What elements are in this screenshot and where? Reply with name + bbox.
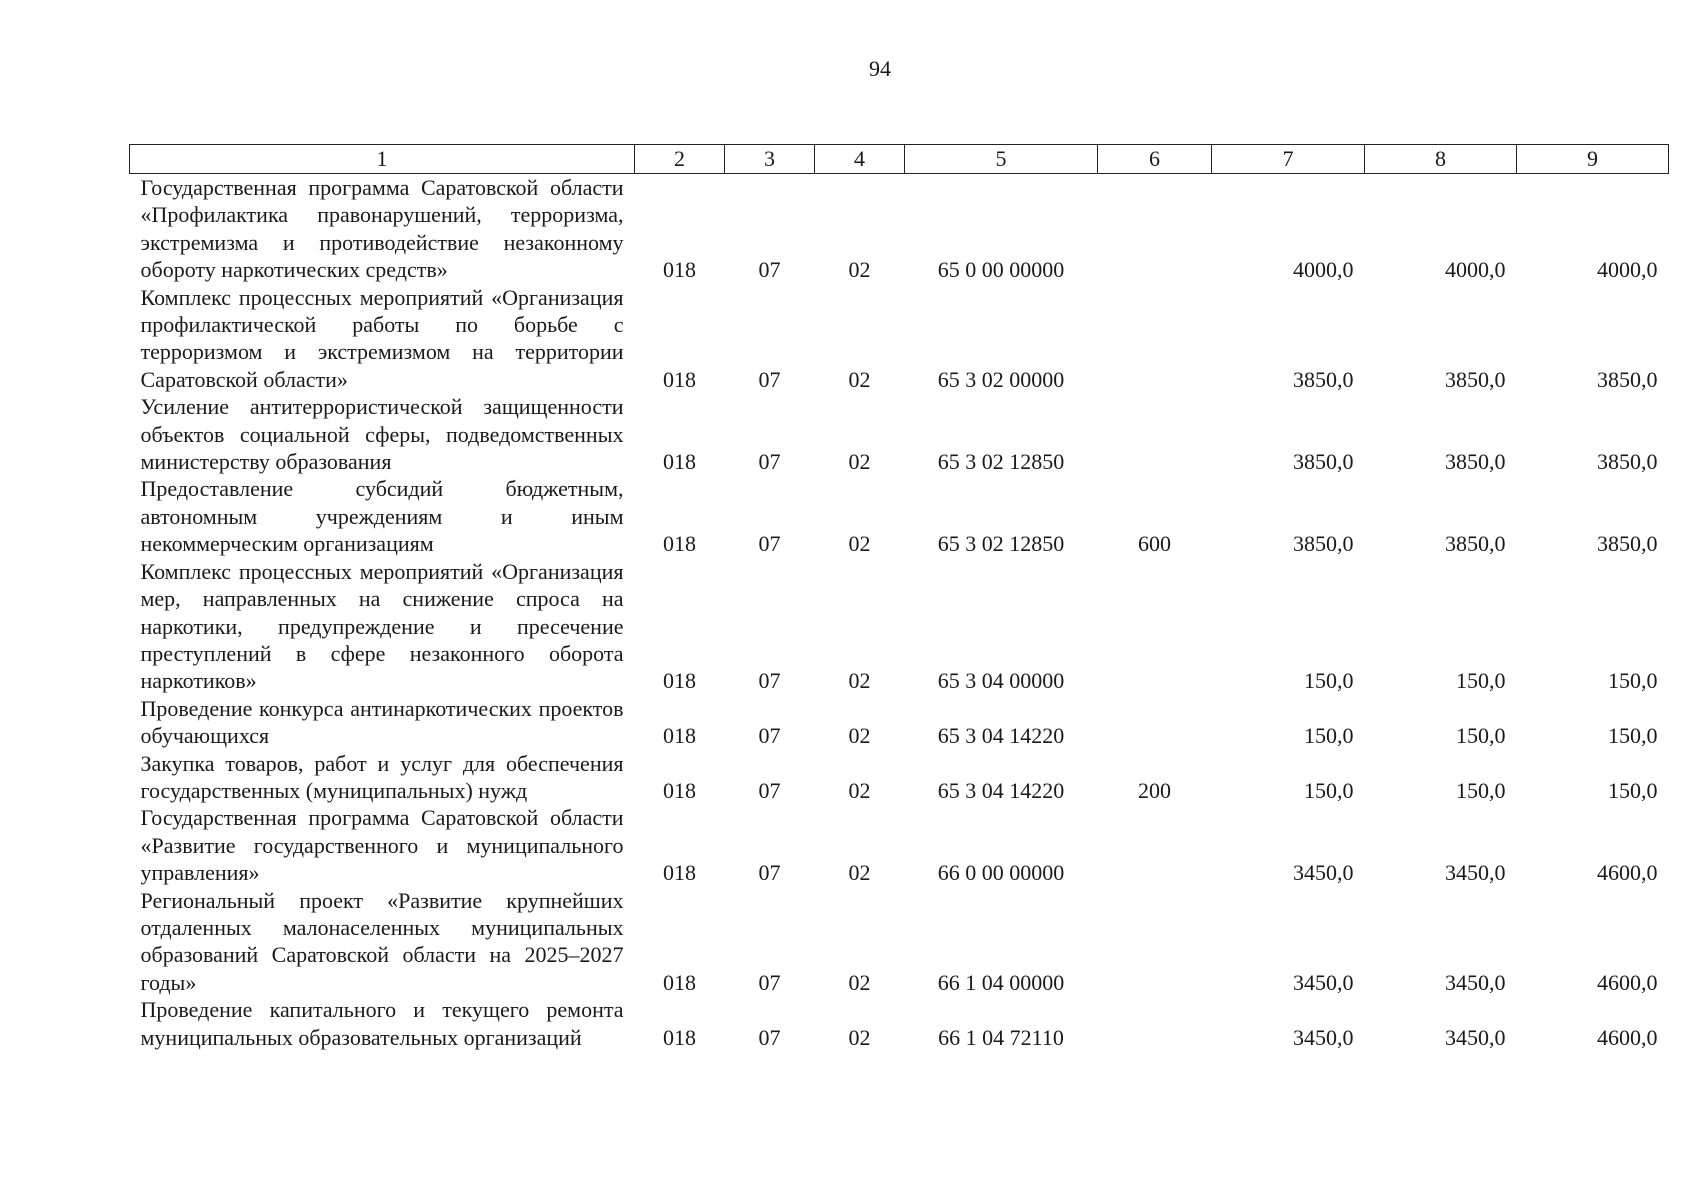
row-amount-col-7: 150,0 <box>1304 668 1354 694</box>
table-body <box>130 174 1669 1052</box>
row-ministry-code: 018 <box>663 531 696 557</box>
row-name: Комплекс процессных мероприятий «Организация профилактической работы по борьбе с терроризмом и экстремизмом на территории Саратовской области» <box>140 284 624 392</box>
budget-table <box>129 144 1669 1051</box>
row-amount-col-9: 150,0 <box>1608 668 1658 694</box>
row-subsection-code: 02 <box>848 531 871 557</box>
row-section-code: 07 <box>758 531 781 557</box>
row-target-article-code: 65 3 02 12850 <box>937 449 1065 475</box>
row-amount-col-8: 3450,0 <box>1445 1024 1506 1050</box>
row-amount-col-8: 3850,0 <box>1445 531 1506 557</box>
row-name: Проведение капитального и текущего ремонта муниципальных образовательных организаций <box>140 997 624 1050</box>
row-section-code: 07 <box>758 723 781 749</box>
row-ministry-code: 018 <box>663 723 696 749</box>
row-target-article-code: 66 1 04 72110 <box>938 1024 1064 1050</box>
header-col-6: 6 <box>1098 145 1212 174</box>
row-amount-col-7: 3450,0 <box>1293 1024 1354 1050</box>
row-amount-col-9: 4600,0 <box>1597 860 1658 886</box>
row-ministry-code: 018 <box>663 449 696 475</box>
row-name: Государственная программа Саратовской области «Профилактика правонарушений, терроризма, экстремизма и противодействие незаконному обороту наркотических средств» <box>140 175 624 283</box>
row-amount-col-8: 3850,0 <box>1445 449 1506 475</box>
table-header <box>130 145 1669 174</box>
row-target-article-code: 65 3 02 12850 <box>937 531 1065 557</box>
row-amount-col-9: 4000,0 <box>1597 257 1658 283</box>
row-subsection-code: 02 <box>848 723 871 749</box>
row-target-article-code: 66 1 04 00000 <box>937 969 1065 995</box>
row-amount-col-7: 3450,0 <box>1293 860 1354 886</box>
row-amount-col-9: 150,0 <box>1608 723 1658 749</box>
row-target-article-code: 65 3 02 00000 <box>937 366 1065 392</box>
row-name: Предоставление субсидий бюджетным, автономным учреждениям и иным некоммерческим организациям <box>140 476 624 557</box>
table-row <box>130 804 1669 886</box>
row-ministry-code: 018 <box>663 860 696 886</box>
row-expense-type-code <box>1098 887 1212 997</box>
row-subsection-code: 02 <box>848 668 871 694</box>
row-subsection-code: 02 <box>848 969 871 995</box>
row-amount-col-7: 150,0 <box>1304 777 1354 803</box>
row-amount-col-7: 3850,0 <box>1293 531 1354 557</box>
row-amount-col-9: 3850,0 <box>1597 366 1658 392</box>
row-amount-col-7: 3450,0 <box>1293 969 1354 995</box>
row-section-code: 07 <box>758 366 781 392</box>
row-amount-col-7: 3850,0 <box>1293 449 1354 475</box>
row-amount-col-9: 3850,0 <box>1597 531 1658 557</box>
row-expense-type-code <box>1098 996 1212 1051</box>
row-section-code: 07 <box>758 777 781 803</box>
header-col-4: 4 <box>815 145 905 174</box>
row-name: Проведение конкурса антинаркотических проектов обучающихся <box>140 695 624 749</box>
row-name: Государственная программа Саратовской области «Развитие государственного и муниципального управления» <box>140 805 624 886</box>
row-amount-col-7: 150,0 <box>1304 723 1354 749</box>
row-section-code: 07 <box>758 449 781 475</box>
row-target-article-code: 65 3 04 14220 <box>937 723 1065 749</box>
header-col-7: 7 <box>1212 145 1365 174</box>
table-row <box>130 284 1669 394</box>
header-col-3: 3 <box>725 145 815 174</box>
row-target-article-code: 65 0 00 00000 <box>937 257 1065 283</box>
page-number: 94 <box>869 56 891 81</box>
table-row <box>130 558 1669 695</box>
row-subsection-code: 02 <box>848 366 871 392</box>
row-expense-type-code <box>1098 558 1212 695</box>
row-ministry-code: 018 <box>663 668 696 694</box>
row-amount-col-9: 3850,0 <box>1597 449 1658 475</box>
row-subsection-code: 02 <box>848 777 871 803</box>
table-row <box>130 887 1669 997</box>
header-col-5: 5 <box>905 145 1098 174</box>
row-expense-type-code <box>1098 695 1212 750</box>
row-subsection-code: 02 <box>848 1024 871 1050</box>
row-name: Закупка товаров, работ и услуг для обеспечения государственных (муниципальных) нужд <box>140 750 624 803</box>
row-name: Усиление антитеррористической защищенности объектов социальной сферы, подведомственных министерству образования <box>140 394 624 475</box>
row-amount-col-8: 3850,0 <box>1445 366 1506 392</box>
row-amount-col-8: 4000,0 <box>1445 257 1506 283</box>
row-amount-col-9: 150,0 <box>1608 777 1658 803</box>
row-ministry-code: 018 <box>663 257 696 283</box>
row-section-code: 07 <box>758 860 781 886</box>
header-row <box>130 145 1669 174</box>
row-name: Комплекс процессных мероприятий «Организация мер, направленных на снижение спроса на наркотики, предупреждение и пресечение преступлений в сфере незаконного оборота наркотиков» <box>140 558 624 694</box>
table-row <box>130 750 1669 805</box>
row-ministry-code: 018 <box>663 1024 696 1050</box>
row-name: Региональный проект «Развитие крупнейших отдаленных малонаселенных муниципальных образований Саратовской области на 2025–2027 годы» <box>140 887 624 995</box>
row-expense-type-code: 600 <box>1138 531 1171 557</box>
row-expense-type-code <box>1098 284 1212 394</box>
row-expense-type-code <box>1098 804 1212 886</box>
row-expense-type-code: 200 <box>1138 777 1171 803</box>
row-section-code: 07 <box>758 668 781 694</box>
header-col-8: 8 <box>1365 145 1517 174</box>
table-row <box>130 475 1669 557</box>
header-col-9: 9 <box>1517 145 1669 174</box>
row-subsection-code: 02 <box>848 449 871 475</box>
table-row <box>130 996 1669 1051</box>
row-ministry-code: 018 <box>663 366 696 392</box>
row-amount-col-7: 3850,0 <box>1293 366 1354 392</box>
row-amount-col-8: 150,0 <box>1456 668 1506 694</box>
header-col-2: 2 <box>635 145 725 174</box>
row-target-article-code: 66 0 00 00000 <box>937 860 1065 886</box>
row-section-code: 07 <box>758 1024 781 1050</box>
table-row <box>130 393 1669 475</box>
row-amount-col-7: 4000,0 <box>1293 257 1354 283</box>
row-ministry-code: 018 <box>663 969 696 995</box>
row-ministry-code: 018 <box>663 777 696 803</box>
row-section-code: 07 <box>758 257 781 283</box>
row-amount-col-8: 150,0 <box>1456 777 1506 803</box>
table-row <box>130 695 1669 750</box>
row-expense-type-code <box>1098 393 1212 475</box>
table-row <box>130 174 1669 284</box>
row-expense-type-code <box>1098 174 1212 284</box>
row-amount-col-8: 3450,0 <box>1445 969 1506 995</box>
row-section-code: 07 <box>758 969 781 995</box>
row-amount-col-8: 150,0 <box>1456 723 1506 749</box>
row-subsection-code: 02 <box>848 860 871 886</box>
row-target-article-code: 65 3 04 00000 <box>937 668 1065 694</box>
row-amount-col-9: 4600,0 <box>1597 969 1658 995</box>
row-subsection-code: 02 <box>848 257 871 283</box>
row-amount-col-8: 3450,0 <box>1445 860 1506 886</box>
row-amount-col-9: 4600,0 <box>1597 1024 1658 1050</box>
row-target-article-code: 65 3 04 14220 <box>937 777 1065 803</box>
header-col-1: 1 <box>130 145 635 174</box>
